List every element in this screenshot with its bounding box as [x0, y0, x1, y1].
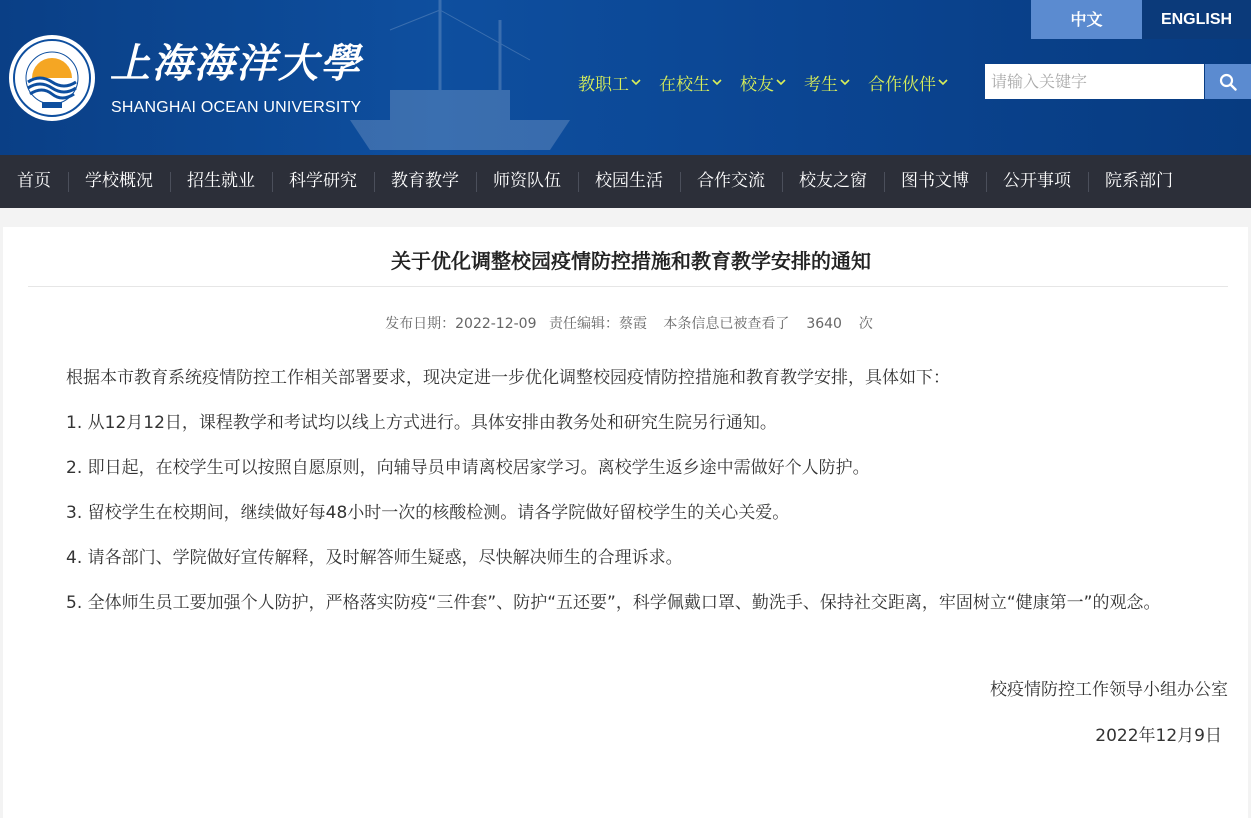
nav-item-home[interactable]: 首页 [17, 171, 51, 191]
nav-item-education[interactable]: 教育教学 [374, 155, 476, 208]
nav-item-public-info[interactable]: 公开事项 [986, 155, 1088, 208]
article-paragraph: 4. 请各部门、学院做好宣传解释，及时解答师生疑惑，尽快解决师生的合理诉求。 [66, 548, 683, 568]
nav-item-about[interactable]: 学校概况 [68, 155, 170, 208]
topnav-item-label: 考生 [804, 74, 838, 95]
main-nav [0, 155, 1251, 208]
article-container [3, 227, 1248, 818]
article-paragraph: 5. 全体师生员工要加强个人防护，严格落实防疫“三件套”、防护“五还要”，科学佩戴口罩、勤洗手、保持社交距离，牢固树立“健康第一”的观念。 [66, 593, 1161, 613]
nav-item-campus-life[interactable]: 校园生活 [578, 155, 680, 208]
publish-date: 发布日期：2022-12-09 [385, 316, 537, 332]
topnav-item-label: 合作伙伴 [868, 74, 936, 95]
chevron-down-icon [938, 77, 948, 87]
search-icon [1219, 73, 1237, 91]
topnav-item-label: 校友 [740, 74, 774, 95]
chevron-down-icon [631, 77, 641, 87]
language-english-button[interactable]: ENGLISH [1142, 0, 1251, 39]
search-input[interactable] [985, 64, 1204, 99]
topnav-item-partners[interactable] [868, 70, 948, 95]
article-sign-date: 2022年12月9日 [1095, 726, 1222, 746]
view-count: 3640 [806, 316, 842, 332]
article-body [28, 365, 1228, 635]
nav-item-alumni[interactable]: 校友之窗 [782, 155, 884, 208]
view-count-label [659, 316, 876, 332]
site-header [0, 0, 1251, 155]
nav-item-library[interactable]: 图书文博 [884, 155, 986, 208]
nav-item-cooperation[interactable]: 合作交流 [680, 155, 782, 208]
search-button[interactable] [1205, 64, 1251, 99]
nav-item-research[interactable]: 科学研究 [272, 155, 374, 208]
nav-item-admissions[interactable]: 招生就业 [170, 155, 272, 208]
university-logo[interactable] [8, 34, 96, 122]
chevron-down-icon [712, 77, 722, 87]
view-count-suffix: 次 [858, 316, 873, 332]
chevron-down-icon [776, 77, 786, 87]
article-paragraph: 1. 从12月12日，课程教学和考试均以线上方式进行。具体安排由教务处和研究生院另行通知。 [66, 413, 777, 433]
title-divider [28, 286, 1228, 287]
language-chinese-button[interactable]: 中文 [1031, 0, 1142, 39]
topnav-item-alumni[interactable] [740, 70, 786, 95]
article-paragraph: 3. 留校学生在校期间，继续做好每48小时一次的核酸检测。请各学院做好留校学生的关心关爱。 [66, 503, 790, 523]
view-count-prefix: 本条信息已被查看了 [663, 316, 790, 332]
topnav-item-students[interactable] [659, 70, 722, 95]
topnav-item-faculty[interactable] [578, 70, 641, 95]
audience-nav [578, 68, 948, 96]
topnav-item-label: 教职工 [578, 74, 629, 95]
topnav-item-applicants[interactable] [804, 70, 850, 95]
nav-item-departments[interactable]: 院系部门 [1088, 155, 1190, 208]
brand-chinese-name: 上海海洋大學 [110, 40, 362, 87]
topnav-item-label: 在校生 [659, 74, 710, 95]
article-signoff: 校疫情防控工作领导小组办公室 [990, 680, 1228, 700]
nav-item-faculty[interactable]: 师资队伍 [476, 155, 578, 208]
article-paragraph: 2. 即日起，在校学生可以按照自愿原则，向辅导员申请离校居家学习。离校学生返乡途中需做好个人防护。 [66, 458, 870, 478]
article-paragraph: 根据本市教育系统疫情防控工作相关部署要求，现决定进一步优化调整校园疫情防控措施和教育教学安排，具体如下： [66, 368, 950, 388]
chevron-down-icon [840, 77, 850, 87]
article-title: 关于优化调整校园疫情防控措施和教育教学安排的通知 [391, 249, 871, 273]
ship-background-image [330, 0, 590, 155]
brand-english-name: SHANGHAI OCEAN UNIVERSITY [111, 99, 362, 116]
article-meta [3, 313, 1251, 333]
editor: 责任编辑：蔡霞 [548, 316, 647, 332]
